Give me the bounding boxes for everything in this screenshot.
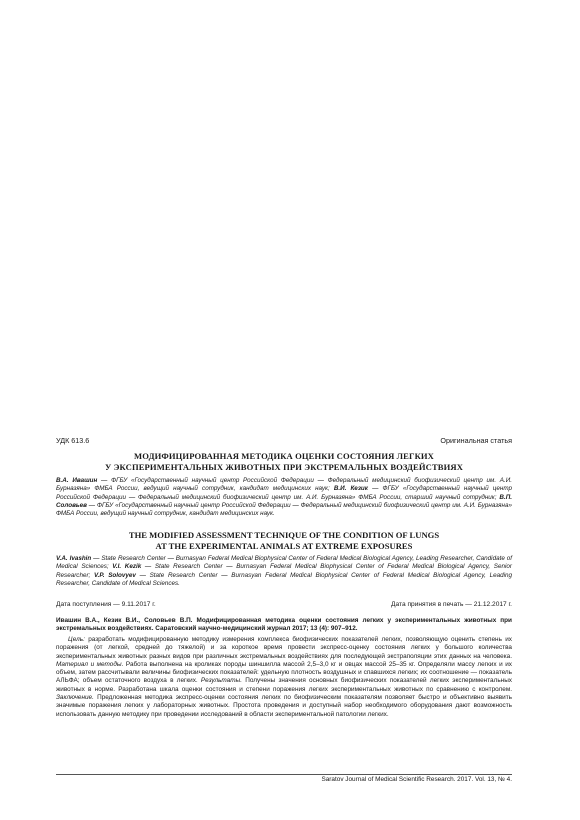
title-ru-line-1: МОДИФИЦИРОВАННАЯ МЕТОДИКА ОЦЕНКИ СОСТОЯНИЯ ЛЕГКИХ [134, 451, 434, 461]
author-name: В.И. Кезик [333, 485, 368, 493]
author-name: V.A. Ivashin [56, 555, 92, 562]
abstract-conclusion-label: Заключение. [56, 694, 94, 702]
accepted-date: Дата принятия в печать — 21.12.2017 г. [391, 601, 512, 608]
received-date: Дата поступления — 9.11.2017 г. [56, 601, 156, 608]
udk-code: УДК 613.6 [56, 436, 90, 445]
article-dates [56, 601, 512, 611]
author-name: В.П. Соловьев [56, 493, 512, 509]
journal-footer: Saratov Journal of Medical Scientific Research. 2017. Vol. 13, № 4. [321, 776, 512, 783]
article-header [56, 436, 512, 448]
authors-english [56, 555, 512, 588]
citation: Ивашин В.А., Кезик В.И., Соловьев В.П. Модифицированная методика оценки состояния легких у экспериментальных животных при экстремальных воздействиях. Саратовский научно-медицинский журнал 2017; 13 (4): 907–912. [56, 617, 512, 633]
abstract-conclusion: Предложенная методика экспресс-оценки состояния легких по биофизическим показателям позволяет быстро и объективно выявить значимые поражения легких у лабораторных животных. Простота проведения и доступный набор необходимого оборудования дают возможность использовать данную методику при проведении исследований в области экспериментальной патологии легких. [56, 694, 512, 718]
title-english [56, 530, 512, 551]
abstract-aim: разработать модифицированную методику измерения комплекса биофизических показателей легких, позволяющую оценить степень их поражения (от легкой, средней до тяжелой) и за короткое время провести экспресс-оценку состояния легких у большого количества экспериментальных животных разных видов при различных экстремальных воздействиях для последующей экстраполяции этих данных на человека. [56, 636, 512, 660]
author-name: В.А. Ивашин [56, 477, 98, 484]
abstract-results-label: Результаты. [200, 677, 243, 685]
title-en-line-2: AT THE EXPERIMENTAL ANIMALS AT EXTREME EXPOSURES [155, 540, 413, 551]
authors-russian [56, 477, 512, 518]
author-affiliation: — State Research Center — Burnasyan Federal Medical Biophysical Center of Federal Medical Biological Agency, Leading Researcher, Candidate of Medical Sciences. [56, 571, 512, 587]
author-affiliation: — ФГБУ «Государственный научный центр Российской Федерации — Федеральный медицинский биофизический центр им. А.И. Бурназяна» ФМБА России, ведущий научный сотрудник, кандидат медицинских наук. [56, 501, 512, 518]
author-name: V.P. Solovyev [94, 571, 136, 579]
footer-divider [56, 774, 512, 775]
author-affiliation: — State Research Center — Burnasyan Federal Medical Biophysical Center of Federal Medical Biological Agency, Leading Researcher, Candidate of Medical Sciences; [56, 555, 512, 571]
author-affiliation: — ФГБУ «Государственный научный центр Российской Федерации — Федеральный медицинский биофизический центр им. А.И. Бурназяна» ФМБА России, старший научный сотрудник; [56, 485, 512, 501]
author-name: V.I. Kezik [112, 563, 142, 571]
title-en-line-1: THE MODIFIED ASSESSMENT TECHNIQUE OF THE CONDITION OF LUNGS [128, 530, 440, 540]
article-type: Оригинальная статья [440, 436, 512, 445]
abstract-methods-label: Материал и методы. [56, 660, 124, 668]
author-affiliation: — State Research Center — Burnasyan Federal Medical Biophysical Center of Federal Medical Biological Agency, Senior Researcher; [56, 563, 513, 579]
title-ru-line-2: У ЭКСПЕРИМЕНТАЛЬНЫХ ЖИВОТНЫХ ПРИ ЭКСТРЕМАЛЬНЫХ ВОЗДЕЙСТВИЯХ [104, 461, 464, 472]
abstract-results: Получены значения основных биофизических показателей легких экспериментальных животных в норме. Разработана шкала оценки состояния и степени поражения легких экспериментальных животных по сравнению с контролем. [56, 677, 512, 693]
title-russian [56, 451, 512, 472]
abstract [56, 636, 512, 719]
abstract-methods: Работа выполнена на кроликах породы шиншилла массой 2,5–3,0 кг и овцах массой 25–35 кг. Определяли массу легких и их объем, затем рассчитывали величины биофизических показателей: удельную плотность воздушных и спавшихся легких; их соотношение — показатель АЛЬФА; объем остаточного воздуха в легких. [56, 660, 512, 685]
abstract-aim-label: Цель: [68, 636, 85, 643]
author-affiliation: — ФГБУ «Государственный научный центр Российской Федерации — Федеральный медицинский биофизический центр им. А.И. Бурназяна» ФМБА России, ведущий научный сотрудник, кандидат медицинских наук; [56, 477, 513, 493]
